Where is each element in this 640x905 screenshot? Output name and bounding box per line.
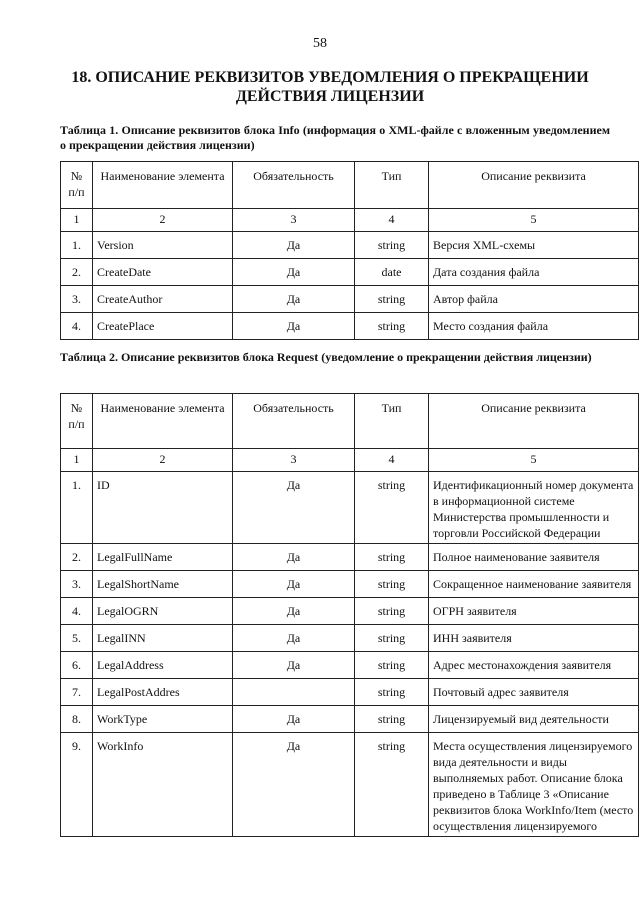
table-row [61,259,639,286]
header-description: Описание реквизита [429,162,639,209]
required-value: Да [233,598,355,625]
row-number: 8. [61,706,93,733]
table2-index-row [61,449,639,472]
table-row [61,472,639,544]
required-value [233,679,355,706]
row-number: 2. [61,544,93,571]
description: ОГРН заявителя [429,598,639,625]
type-value: string [355,625,429,652]
row-number: 6. [61,652,93,679]
type-value: string [355,679,429,706]
index-cell: 1 [61,209,93,232]
index-cell: 3 [233,449,355,472]
required-value: Да [233,625,355,652]
header-description: Описание реквизита [429,394,639,449]
type-value: string [355,472,429,544]
table-row [61,544,639,571]
row-number: 3. [61,286,93,313]
index-cell: 2 [93,449,233,472]
element-name: WorkType [93,706,233,733]
element-name: LegalFullName [93,544,233,571]
type-value: date [355,259,429,286]
table2-header-row [61,394,639,449]
description: Адрес местонахождения заявителя [429,652,639,679]
type-value: string [355,544,429,571]
element-name: LegalOGRN [93,598,233,625]
required-value: Да [233,571,355,598]
index-cell: 1 [61,449,93,472]
section-title: 18. ОПИСАНИЕ РЕКВИЗИТОВ УВЕДОМЛЕНИЯ О ПРЕКРАЩЕНИИ ДЕЙСТВИЯ ЛИЦЕНЗИИ [71,69,589,105]
header-element-name: Наименование элемента [93,394,233,449]
required-value: Да [233,286,355,313]
element-name: CreatePlace [93,313,233,340]
description: Автор файла [429,286,639,313]
element-name: LegalINN [93,625,233,652]
description: Дата создания файла [429,259,639,286]
required-value: Да [233,733,355,837]
required-value: Да [233,313,355,340]
type-value: string [355,286,429,313]
table1-index-row [61,209,639,232]
header-number: № п/п [61,162,93,209]
description: Полное наименование заявителя [429,544,639,571]
row-number: 1. [61,472,93,544]
type-value: string [355,313,429,340]
index-cell: 4 [355,209,429,232]
description: Версия XML-схемы [429,232,639,259]
required-value: Да [233,472,355,544]
index-cell: 5 [429,209,639,232]
element-name: CreateDate [93,259,233,286]
type-value: string [355,652,429,679]
description: Идентификационный номер документа в информационной системе Министерства промышленности и торговли Российской Федерации [429,472,639,544]
type-value: string [355,706,429,733]
required-value: Да [233,544,355,571]
header-type: Тип [355,394,429,449]
row-number: 4. [61,313,93,340]
row-number: 3. [61,571,93,598]
element-name: LegalAddress [93,652,233,679]
description: Лицензируемый вид деятельности [429,706,639,733]
table-row [61,571,639,598]
table2-caption: Таблица 2. Описание реквизитов блока Request (уведомление о прекращении действия лицензии) [60,350,592,364]
header-element-name: Наименование элемента [93,162,233,209]
table-row [61,706,639,733]
row-number: 9. [61,733,93,837]
table-row [61,652,639,679]
element-name: ID [93,472,233,544]
header-number: № п/п [61,394,93,449]
index-cell: 3 [233,209,355,232]
table-row [61,625,639,652]
table1-caption: Таблица 1. Описание реквизитов блока Info (информация о XML-файле с вложенным уведомлением о прекращении действия лицензии) [60,123,610,152]
row-number: 1. [61,232,93,259]
type-value: string [355,232,429,259]
row-number: 5. [61,625,93,652]
description: Места осуществления лицензируемого вида деятельности и виды выполняемых работ. Описание блока приведено в Таблице 3 «Описание реквизитов блока WorkInfo/Item (место осуществления лицензируемого [429,733,639,837]
element-name: LegalShortName [93,571,233,598]
table2 [60,393,639,837]
table1-header-row [61,162,639,209]
table-row [61,679,639,706]
required-value: Да [233,259,355,286]
table1 [60,161,639,340]
page-number: 58 [313,36,327,51]
required-value: Да [233,652,355,679]
table-row [61,733,639,837]
description: Место создания файла [429,313,639,340]
table-row [61,313,639,340]
type-value: string [355,571,429,598]
table-row [61,286,639,313]
required-value: Да [233,706,355,733]
header-type: Тип [355,162,429,209]
type-value: string [355,733,429,837]
header-required: Обязательность [233,162,355,209]
index-cell: 5 [429,449,639,472]
table-row [61,232,639,259]
table-row [61,598,639,625]
element-name: CreateAuthor [93,286,233,313]
description: Почтовый адрес заявителя [429,679,639,706]
description: Сокращенное наименование заявителя [429,571,639,598]
type-value: string [355,598,429,625]
header-required: Обязательность [233,394,355,449]
description: ИНН заявителя [429,625,639,652]
row-number: 4. [61,598,93,625]
index-cell: 4 [355,449,429,472]
row-number: 2. [61,259,93,286]
element-name: LegalPostAddres [93,679,233,706]
required-value: Да [233,232,355,259]
element-name: WorkInfo [93,733,233,837]
row-number: 7. [61,679,93,706]
element-name: Version [93,232,233,259]
index-cell: 2 [93,209,233,232]
